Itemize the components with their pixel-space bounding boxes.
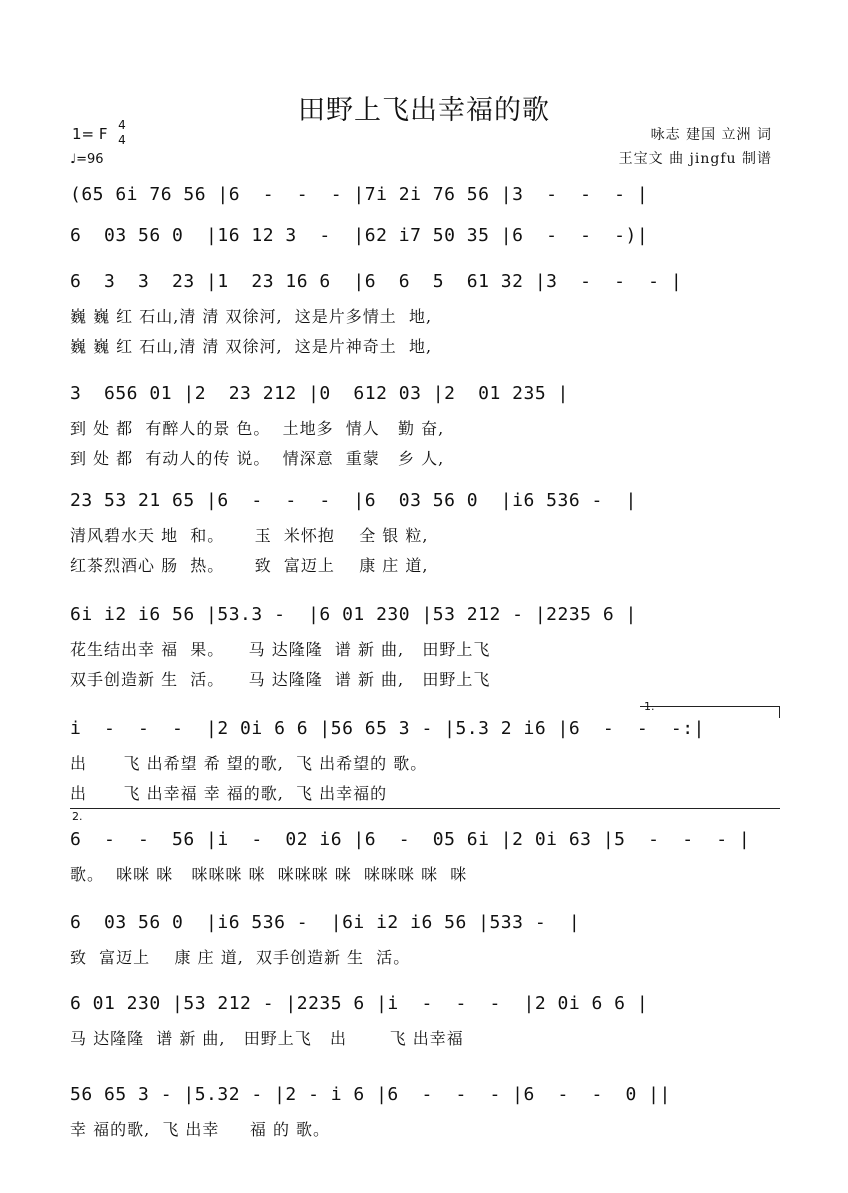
numbered-notation: 3 656 01 |2 23 212 |0 612 03 |2 01 235 | <box>70 383 569 404</box>
time-signature <box>116 118 128 148</box>
time-signature-top: 4 <box>118 118 126 132</box>
staff-line <box>70 992 782 1016</box>
staff-line <box>70 183 782 207</box>
lyric-line: 花生结出幸 福 果。 马 达隆隆 谱 新 曲, 田野上飞 <box>70 640 491 659</box>
lyric-line: 巍 巍 红 石山,清 清 双徐河, 这是片多情土 地, <box>70 307 433 326</box>
lyric-line: 到 处 都 有动人的传 说。 情深意 重蒙 乡 人, <box>70 449 445 468</box>
staff-line <box>70 270 782 294</box>
lyric-line: 幸 福的歌, 飞 出幸 福 的 歌。 <box>70 1120 331 1139</box>
lyric-line: 巍 巍 红 石山,清 清 双徐河, 这是片神奇土 地, <box>70 337 433 356</box>
numbered-notation: (65 6i 76 56 |6 - - - |7i 2i 76 56 |3 - - - | <box>70 184 649 205</box>
numbered-notation: 6i i2 i6 56 |53.3 - |6 01 230 |53 212 - |2235 6 | <box>70 604 637 625</box>
numbered-notation: 6 - - 56 |i - 02 i6 |6 - 05 6i |2 0i 63 |5 - - - | <box>70 829 751 850</box>
numbered-notation: 6 03 56 0 |i6 536 - |6i i2 i6 56 |533 - | <box>70 912 581 933</box>
lyric-line: 双手创造新 生 活。 马 达隆隆 谱 新 曲, 田野上飞 <box>70 670 491 689</box>
numbered-notation: 6 01 230 |53 212 - |2235 6 |i - - - |2 0i 6 6 | <box>70 993 649 1014</box>
lyric-line: 歌。 咪咪 咪 咪咪咪 咪 咪咪咪 咪 咪咪咪 咪 咪 <box>70 865 468 884</box>
volta-first-rule <box>640 706 780 707</box>
lyric-line: 红茶烈酒心 肠 热。 致 富迈上 康 庄 道, <box>70 556 429 575</box>
lyric-line: 到 处 都 有醉人的景 色。 土地多 情人 勤 奋, <box>70 419 445 438</box>
staff-line <box>70 828 782 852</box>
staff-line <box>70 911 782 935</box>
lyric-line: 致 富迈上 康 庄 道, 双手创造新 生 活。 <box>70 948 411 967</box>
staff-line <box>70 224 782 248</box>
numbered-notation: 6 03 56 0 |16 12 3 - |62 i7 50 35 |6 - - -)| <box>70 225 649 246</box>
numbered-notation: i - - - |2 0i 6 6 |56 65 3 - |5.3 2 i6 |6 - - -:| <box>70 718 705 739</box>
key-signature: 1= F <box>72 125 108 143</box>
staff-line <box>70 489 782 513</box>
numbered-notation: 6 3 3 23 |1 23 16 6 |6 6 5 61 32 |3 - - - | <box>70 271 683 292</box>
song-title: 田野上飞出幸福的歌 <box>298 95 550 126</box>
lyricist-credit: 咏志 建国 立洲 词 <box>650 127 772 143</box>
time-signature-bottom: 4 <box>118 133 126 147</box>
numbered-notation: 23 53 21 65 |6 - - - |6 03 56 0 |i6 536 - | <box>70 490 637 511</box>
staff-line <box>70 1083 782 1107</box>
lyric-line: 清风碧水天 地 和。 玉 米怀抱 全 银 粒, <box>70 526 429 545</box>
lyric-line: 马 达隆隆 谱 新 曲, 田野上飞 出 飞 出幸福 <box>70 1029 464 1048</box>
composer-credit: 王宝文 曲 jingfu 制谱 <box>618 151 772 167</box>
staff-line <box>70 382 782 406</box>
numbered-notation: 56 65 3 - |5.32 - |2 - i 6 |6 - - - |6 - - 0 || <box>70 1084 671 1105</box>
volta-second-rule <box>70 808 780 809</box>
lyric-line: 出 飞 出幸福 幸 福的歌, 飞 出幸福的 <box>70 784 388 803</box>
tempo-marking: ♩=96 <box>70 152 104 167</box>
lyric-line: 出 飞 出希望 希 望的歌, 飞 出希望的 歌。 <box>70 754 428 773</box>
staff-line <box>70 717 782 741</box>
volta-second-label: 2. <box>72 810 83 823</box>
staff-line <box>70 603 782 627</box>
volta-first-label: 1. <box>644 700 655 713</box>
